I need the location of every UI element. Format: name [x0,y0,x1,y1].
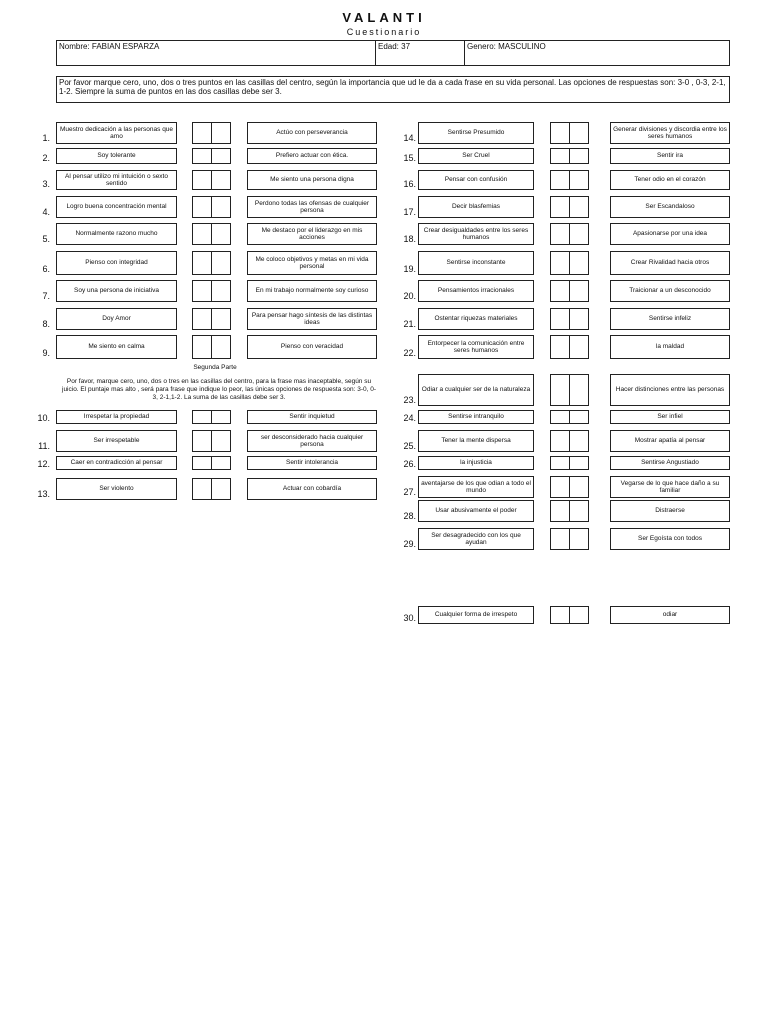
score-cell-a[interactable] [192,148,212,164]
score-cell-a[interactable] [192,251,212,275]
score-cell-a[interactable] [550,251,570,275]
question-number: 30. [403,613,416,623]
score-cell-a[interactable] [550,196,570,218]
score-cell-b[interactable] [211,170,231,190]
option-b-box: Sentir inquietud [247,410,377,424]
score-cell-a[interactable] [550,476,570,498]
option-b-box: Mostrar apatía al pensar [610,430,730,452]
option-a-box: Pensamientos irracionales [418,280,534,302]
option-a-box: Al pensar utilizo mi intuición o sexto sentido [56,170,177,190]
option-b-box: Pienso con veracidad [247,335,377,359]
option-a-box: Ser desagradecido con los que ayudan [418,528,534,550]
score-cell-b[interactable] [569,170,589,190]
option-b-box: Sentir ira [610,148,730,164]
form-title: VALANTI [342,10,426,25]
question-number: 3. [42,179,50,189]
age-field[interactable]: Edad: 37 [375,40,465,66]
option-b-box: Ser infiel [610,410,730,424]
option-a-box: Sentirse Presumido [418,122,534,144]
option-a-box: Ostentar riquezas materiales [418,308,534,330]
option-a-box: Usar abusivamente el poder [418,500,534,522]
question-number: 23. [403,395,416,405]
score-cell-a[interactable] [192,280,212,302]
score-cell-b[interactable] [211,430,231,452]
score-cell-b[interactable] [569,251,589,275]
option-a-box: la injusticia [418,456,534,470]
score-cell-b[interactable] [211,335,231,359]
score-cell-a[interactable] [550,500,570,522]
score-cell-a[interactable] [550,308,570,330]
score-cell-a[interactable] [550,148,570,164]
question-number: 26. [403,459,416,469]
score-cell-b[interactable] [569,500,589,522]
option-a-box: Sentirse inconstante [418,251,534,275]
option-b-box: ser desconsiderado hacia cualquier persona [247,430,377,452]
option-b-box: Me destaco por el liderazgo en mis acciones [247,223,377,245]
score-cell-b[interactable] [569,410,589,424]
option-a-box: Ser irrespetable [56,430,177,452]
option-b-box: En mi trabajo normalmente soy curioso [247,280,377,302]
option-a-box: Entorpecer la comunicación entre seres humanos [418,335,534,359]
question-number: 14. [403,133,416,143]
score-cell-b[interactable] [569,335,589,359]
option-a-box: Logro buena concentración mental [56,196,177,218]
option-b-box: Actuar con cobardía [247,478,377,500]
score-cell-b[interactable] [569,148,589,164]
question-number: 28. [403,511,416,521]
score-cell-a[interactable] [550,122,570,144]
score-cell-b[interactable] [569,476,589,498]
score-cell-b[interactable] [211,196,231,218]
question-number: 21. [403,319,416,329]
option-b-box: Apasionarse por una idea [610,223,730,245]
option-a-box: Muestro dedicación a las personas que amo [56,122,177,144]
score-cell-a[interactable] [192,196,212,218]
score-cell-a[interactable] [192,308,212,330]
question-number: 22. [403,348,416,358]
score-cell-b[interactable] [211,410,231,424]
option-b-box: Me siento una persona digna [247,170,377,190]
option-a-box: Tener la mente dispersa [418,430,534,452]
question-number: 6. [42,264,50,274]
option-a-box: Pensar con confusión [418,170,534,190]
option-a-box: Irrespetar la propiedad [56,410,177,424]
name-field[interactable]: Nombre: FABIAN ESPARZA [56,40,376,66]
question-number: 20. [403,291,416,301]
score-cell-a[interactable] [550,335,570,359]
question-number: 4. [42,207,50,217]
question-number: 29. [403,539,416,549]
question-number: 18. [403,234,416,244]
option-b-box: Actúo con perseverancia [247,122,377,144]
question-number: 9. [42,348,50,358]
option-b-box: Sentir intolerancia [247,456,377,470]
question-number: 27. [403,487,416,497]
option-b-box: Distraerse [610,500,730,522]
option-a-box: Doy Amor [56,308,177,330]
score-cell-b[interactable] [569,606,589,624]
score-cell-a[interactable] [550,223,570,245]
form-subtitle: Cuestionario [346,27,422,37]
score-cell-b[interactable] [211,148,231,164]
option-b-box: Hacer distinciones entre las personas [610,374,730,406]
question-number: 15. [403,153,416,163]
score-cell-a[interactable] [550,410,570,424]
score-cell-a[interactable] [550,170,570,190]
score-cell-b[interactable] [211,280,231,302]
score-cell-a[interactable] [192,456,212,470]
question-number: 12. [37,459,50,469]
score-cell-b[interactable] [569,528,589,550]
option-a-box: Cualquier forma de irrespeto [418,606,534,624]
question-number: 2. [42,153,50,163]
question-number: 13. [37,489,50,499]
question-number: 7. [42,291,50,301]
option-b-box: Ser Escandaloso [610,196,730,218]
score-cell-b[interactable] [569,280,589,302]
option-b-box: Me coloco objetivos y metas en mi vida personal [247,251,377,275]
option-b-box: Generar divisiones y discordia entre los seres humanos [610,122,730,144]
option-b-box: Vegarse de lo que hace daño a su familiar [610,476,730,498]
score-cell-b[interactable] [211,308,231,330]
question-number: 1. [42,133,50,143]
option-a-box: Caer en contradicción al pensar [56,456,177,470]
score-cell-a[interactable] [192,430,212,452]
option-b-box: Sentirse Angustiado [610,456,730,470]
question-number: 10. [37,413,50,423]
option-b-box: la maldad [610,335,730,359]
option-a-box: aventajarse de los que odian a todo el mundo [418,476,534,498]
question-number: 8. [42,319,50,329]
question-number: 25. [403,441,416,451]
option-a-box: Decir blasfemias [418,196,534,218]
option-a-box: Sentirse intranquilo [418,410,534,424]
score-cell-a[interactable] [192,223,212,245]
score-cell-a[interactable] [550,430,570,452]
option-a-box: Me siento en calma [56,335,177,359]
score-cell-a[interactable] [192,335,212,359]
option-b-box: odiar [610,606,730,624]
score-cell-a[interactable] [550,528,570,550]
question-number: 24. [403,413,416,423]
score-cell-a[interactable] [192,122,212,144]
option-a-box: Crear desigualdades entre los seres humanos [418,223,534,245]
score-cell-b[interactable] [569,430,589,452]
score-cell-b[interactable] [211,122,231,144]
option-b-box: Ser Egoísta con todos [610,528,730,550]
option-a-box: Normalmente razono mucho [56,223,177,245]
part2-heading: Segunda Parte [193,364,237,371]
option-a-box: Soy tolerante [56,148,177,164]
score-cell-a[interactable] [192,478,212,500]
score-cell-b[interactable] [569,308,589,330]
score-cell-b[interactable] [569,223,589,245]
score-cell-b[interactable] [211,223,231,245]
score-cell-b[interactable] [569,196,589,218]
option-a-box: Soy una persona de iniciativa [56,280,177,302]
option-b-box: Perdono todas las ofensas de cualquier persona [247,196,377,218]
option-a-box: Odiar a cualquier ser de la naturaleza [418,374,534,406]
score-cell-a[interactable] [550,456,570,470]
option-b-box: Sentirse infeliz [610,308,730,330]
question-number: 11. [38,441,50,451]
question-number: 17. [403,207,416,217]
score-cell-b[interactable] [211,251,231,275]
option-b-box: Para pensar hago síntesis de las distintas ideas [247,308,377,330]
score-cell-a[interactable] [550,374,570,406]
instructions: Por favor marque cero, uno, dos o tres puntos en las casillas del centro, según la importancia que ud le da a cada frase en su vida personal. Las opciones de respuestas son: 3-0 , 0-3, 2-1, 1-2. Siempre la suma de puntos en las dos casillas debe ser 3. [56,76,730,103]
option-b-box: Tener odio en el corazón [610,170,730,190]
option-a-box: Pienso con integridad [56,251,177,275]
option-b-box: Traicionar a un desconocido [610,280,730,302]
option-a-box: Ser Cruel [418,148,534,164]
option-b-box: Prefiero actuar con ética. [247,148,377,164]
question-number: 16. [403,179,416,189]
option-b-box: Crear Rivalidad hacia otros [610,251,730,275]
score-cell-b[interactable] [211,456,231,470]
question-number: 19. [403,264,416,274]
question-number: 5. [42,234,50,244]
part2-instructions: Por favor, marque cero, uno, dos o tres en las casillas del centro, para la frase mas inaceptable, según su juicio. El puntaje mas alto , será para frase que indique lo peor, las únicas opciones de respuesta son: 3-0, 0-3, 2-1,1-2. La suma de las casillas debe ser 3. [62,378,376,401]
score-cell-a[interactable] [550,606,570,624]
score-cell-a[interactable] [192,170,212,190]
score-cell-b[interactable] [569,122,589,144]
score-cell-b[interactable] [569,456,589,470]
gender-field[interactable]: Genero: MASCULINO [464,40,730,66]
score-cell-a[interactable] [550,280,570,302]
score-cell-b[interactable] [569,374,589,406]
option-a-box: Ser violento [56,478,177,500]
score-cell-a[interactable] [192,410,212,424]
score-cell-b[interactable] [211,478,231,500]
